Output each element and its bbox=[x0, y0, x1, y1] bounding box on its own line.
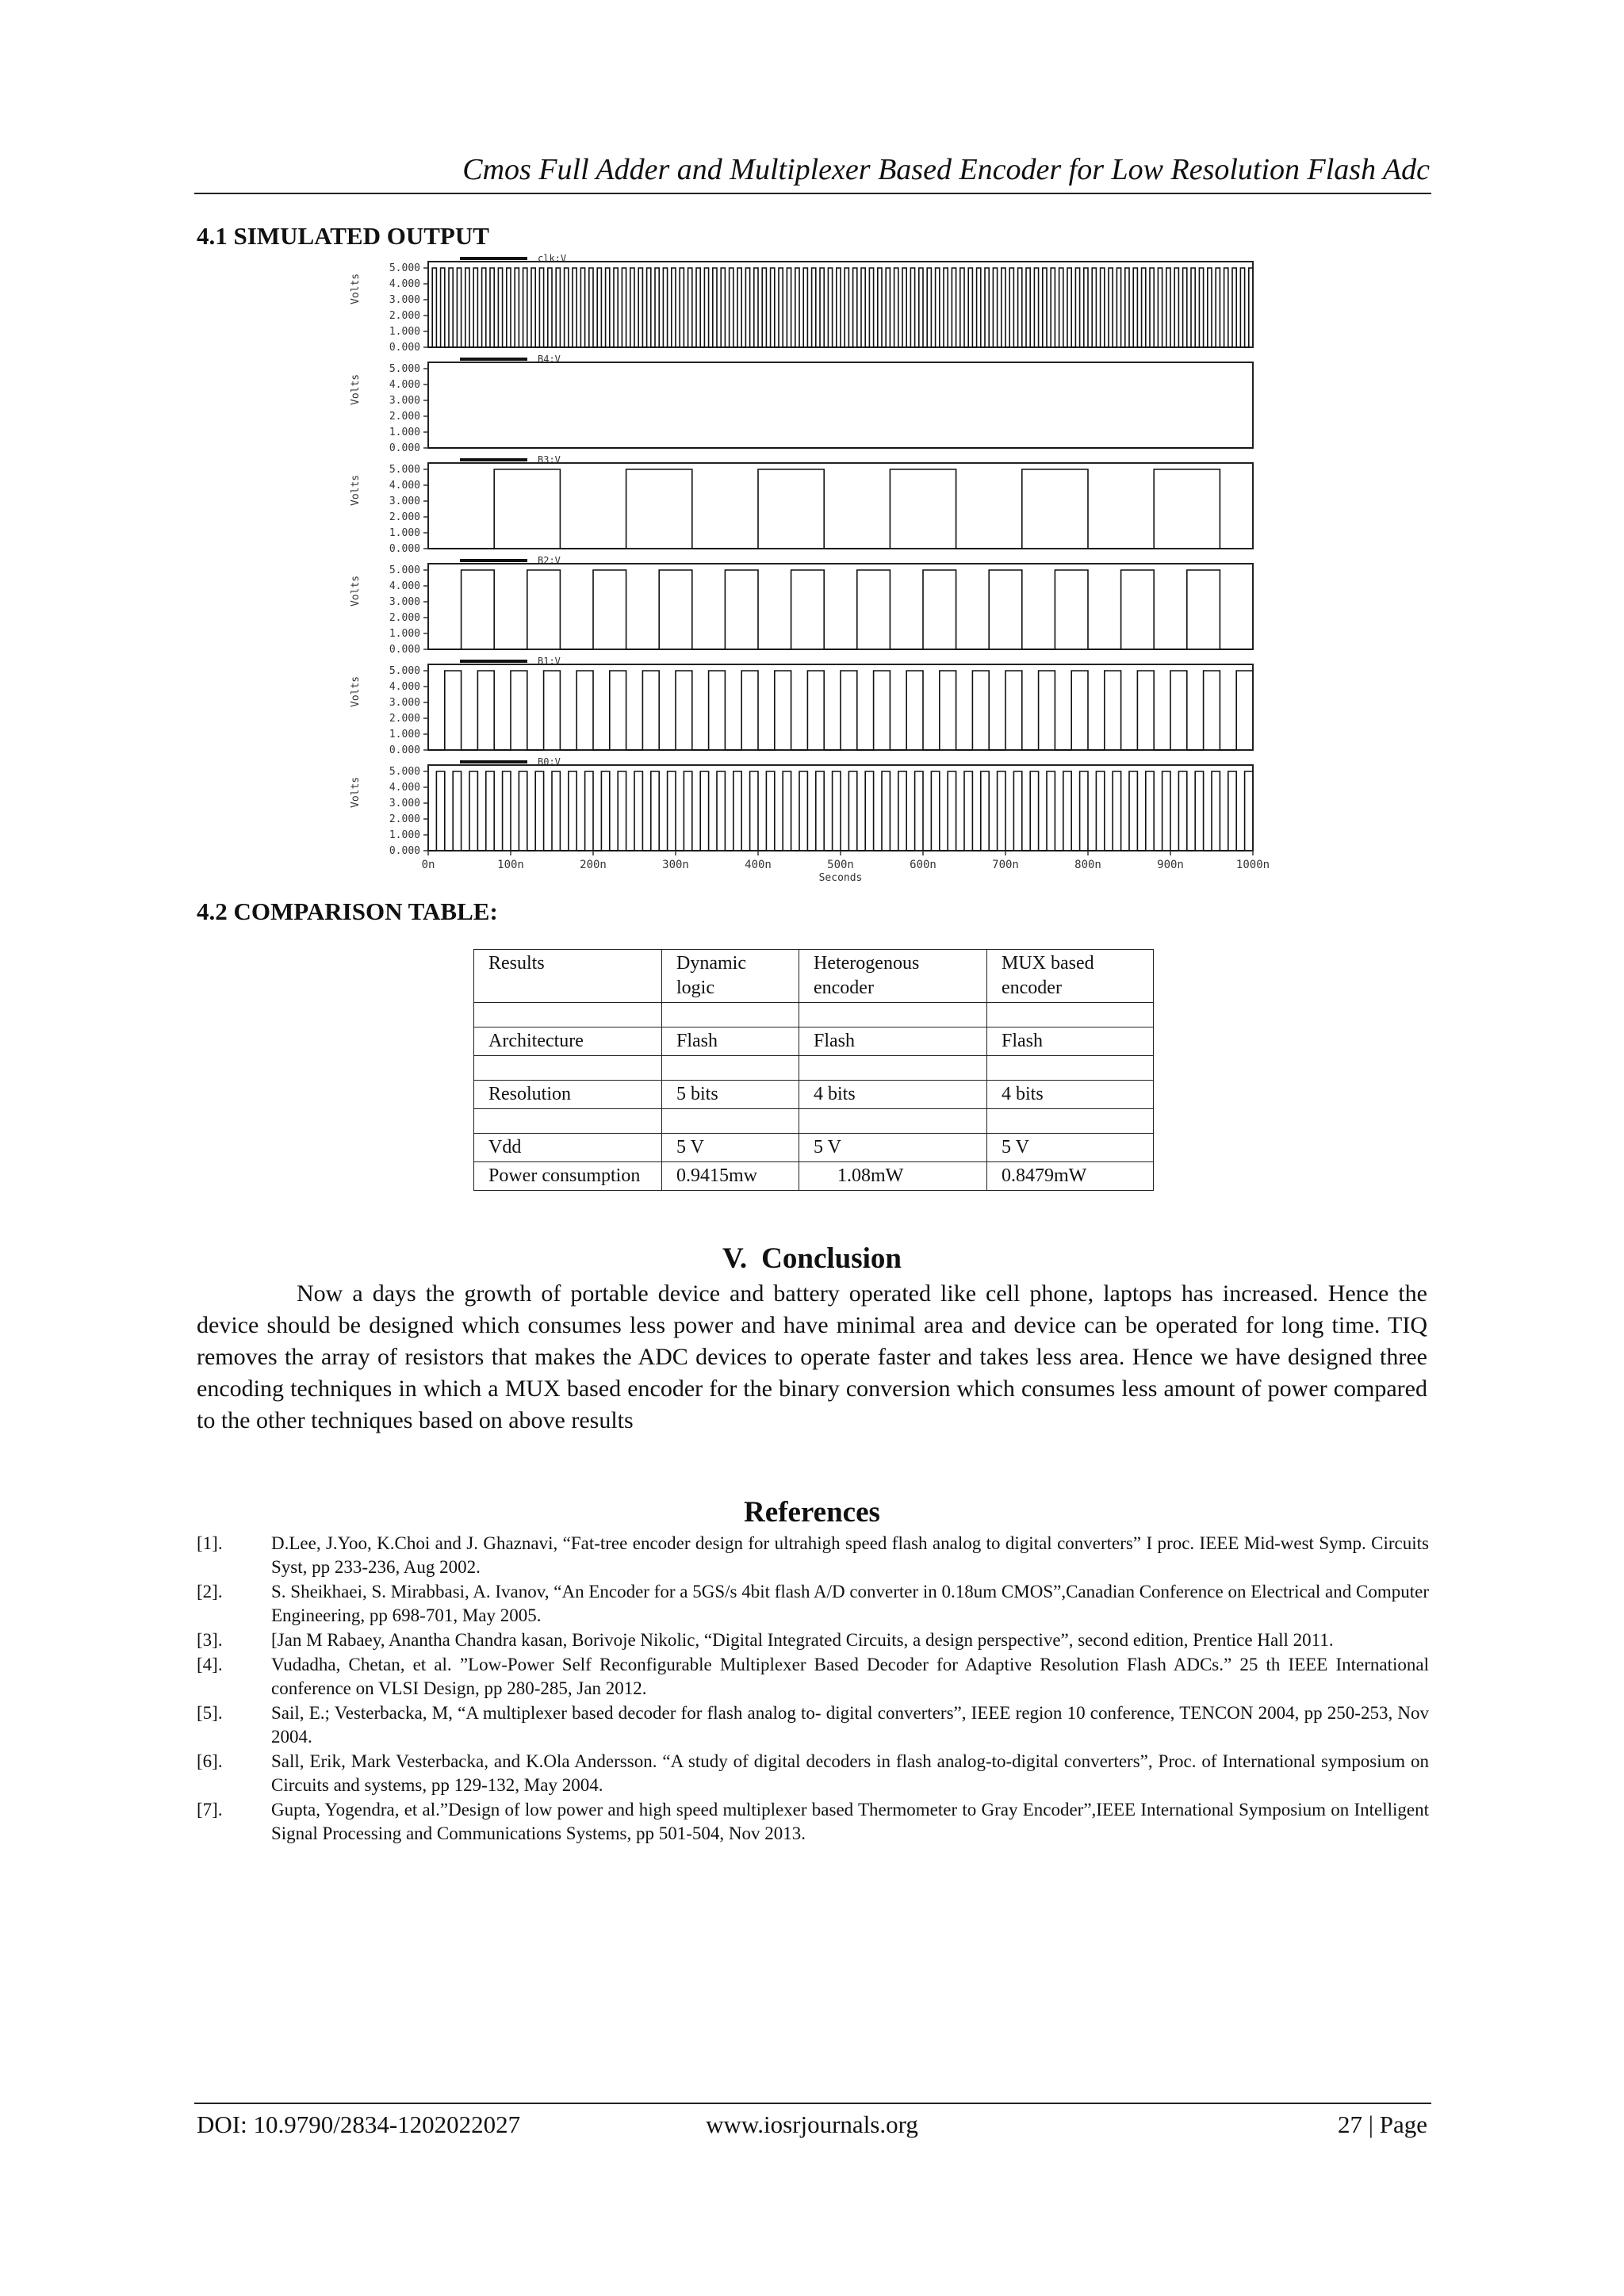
footer-website: www.iosrjournals.org bbox=[706, 2110, 918, 2138]
x-tick-label: 400n bbox=[745, 859, 772, 871]
table-cell: 4 bits bbox=[987, 1081, 1154, 1109]
table-cell: 5 V bbox=[987, 1134, 1154, 1162]
section-heading-comparison-table: 4.2 COMPARISON TABLE: bbox=[197, 897, 498, 925]
table-cell: Vdd bbox=[474, 1134, 662, 1162]
plot-frame bbox=[428, 362, 1253, 448]
y-tick-label: 2.000 bbox=[389, 310, 420, 322]
table-row bbox=[474, 1081, 1154, 1109]
legend-label: B0:V bbox=[538, 756, 561, 767]
y-tick-label: 0.000 bbox=[389, 744, 420, 756]
y-axis-label: Volts bbox=[350, 675, 362, 707]
y-tick-label: 3.000 bbox=[389, 395, 420, 407]
reference-list bbox=[197, 1532, 1429, 1846]
y-tick-label: 5.000 bbox=[389, 363, 420, 375]
table-cell: 4 bits bbox=[799, 1081, 987, 1109]
x-tick-label: 300n bbox=[662, 859, 689, 871]
series-line bbox=[428, 268, 1253, 347]
y-tick-label: 5.000 bbox=[389, 464, 420, 476]
reference-item bbox=[197, 1532, 1429, 1579]
y-tick-label: 3.000 bbox=[389, 496, 420, 507]
series-line bbox=[428, 771, 1253, 851]
y-tick-label: 1.000 bbox=[389, 628, 420, 640]
y-tick-label: 3.000 bbox=[389, 596, 420, 608]
y-tick-label: 4.000 bbox=[389, 379, 420, 391]
footer-rule bbox=[194, 2103, 1431, 2104]
y-tick-label: 2.000 bbox=[389, 612, 420, 624]
table-row bbox=[474, 1134, 1154, 1162]
y-tick-label: 0.000 bbox=[389, 442, 420, 454]
reference-item bbox=[197, 1653, 1429, 1701]
conclusion-paragraph bbox=[197, 1278, 1427, 1437]
legend-label: B2:V bbox=[538, 555, 561, 566]
table-cell: Flash bbox=[799, 1027, 987, 1056]
y-tick-label: 4.000 bbox=[389, 480, 420, 492]
x-tick-label: 100n bbox=[497, 859, 524, 871]
table-spacer-row bbox=[474, 1109, 1154, 1134]
table-cell: Heterogenous encoder bbox=[799, 950, 987, 1003]
x-tick-label: 500n bbox=[827, 859, 854, 871]
table-cell: 0.8479mW bbox=[987, 1162, 1154, 1191]
table-cell: Architecture bbox=[474, 1027, 662, 1056]
reference-text: Gupta, Yogendra, et al.”Design of low power and high speed multiplexer based Thermometer to Gray Encoder”,IEEE International Symposium on Intelligent Signal Processing and Communications Systems, pp 501-504, Nov 2013. bbox=[271, 1800, 1429, 1843]
table-cell: 1.08mW bbox=[799, 1162, 987, 1191]
reference-number: [7]. bbox=[197, 1800, 223, 1820]
plot-frame bbox=[428, 463, 1253, 549]
y-tick-label: 1.000 bbox=[389, 326, 420, 338]
x-tick-label: 1000n bbox=[1235, 859, 1270, 871]
conclusion-number: V. bbox=[722, 1242, 748, 1275]
table-row bbox=[474, 1027, 1154, 1056]
conclusion-text: Now a days the growth of portable device and battery operated like cell phone, laptops has increased. Hence the device should be designed which consumes less power and have minimal area and device can be operated for long time. TIQ removes the array of resistors that makes the ADC devices to operate faster and takes less area. Hence we have designed three encoding techniques in which a MUX based encoder for the binary conversion which consumes less amount of power compared to the other techniques based on above results bbox=[197, 1280, 1427, 1433]
section-heading-simulated-output: 4.1 SIMULATED OUTPUT bbox=[197, 222, 489, 250]
reference-number: [4]. bbox=[197, 1655, 223, 1674]
y-tick-label: 4.000 bbox=[389, 782, 420, 794]
reference-number: [3]. bbox=[197, 1630, 223, 1650]
reference-text: D.Lee, J.Yoo, K.Choi and J. Ghaznavi, “Fat-tree encoder design for ultrahigh speed flash analog to digital converters” I proc. IEEE Mid-west Symp. Circuits Syst, pp 233-236, Aug 2002. bbox=[271, 1533, 1429, 1577]
table-header-row bbox=[474, 950, 1154, 1003]
legend-label: B4:V bbox=[538, 354, 561, 365]
waveform-chart bbox=[333, 252, 1297, 884]
y-tick-label: 5.000 bbox=[389, 665, 420, 677]
y-tick-label: 2.000 bbox=[389, 411, 420, 423]
y-tick-label: 5.000 bbox=[389, 766, 420, 778]
y-tick-label: 3.000 bbox=[389, 697, 420, 709]
y-tick-label: 0.000 bbox=[389, 342, 420, 354]
y-axis-label: Volts bbox=[350, 474, 362, 506]
y-axis-label: Volts bbox=[350, 273, 362, 304]
references-heading: References bbox=[744, 1496, 880, 1529]
conclusion-heading bbox=[0, 1242, 1624, 1276]
plot-frame bbox=[428, 564, 1253, 649]
x-tick-label: 600n bbox=[910, 859, 936, 871]
table-cell: MUX based encoder bbox=[987, 950, 1154, 1003]
reference-item bbox=[197, 1798, 1429, 1846]
y-axis-label: Volts bbox=[350, 776, 362, 808]
y-tick-label: 4.000 bbox=[389, 681, 420, 693]
y-axis-label: Volts bbox=[350, 373, 362, 405]
table-cell: 5 V bbox=[662, 1134, 799, 1162]
table-cell: 5 V bbox=[799, 1134, 987, 1162]
legend-label: B3:V bbox=[538, 454, 561, 465]
table-spacer-row bbox=[474, 1003, 1154, 1027]
legend-label: B1:V bbox=[538, 656, 561, 667]
x-tick-label: 800n bbox=[1074, 859, 1101, 871]
y-tick-label: 3.000 bbox=[389, 294, 420, 306]
y-tick-label: 4.000 bbox=[389, 278, 420, 290]
y-tick-label: 1.000 bbox=[389, 427, 420, 438]
series-line bbox=[428, 671, 1253, 750]
table-cell: Results bbox=[474, 950, 662, 1003]
table-row bbox=[474, 1162, 1154, 1191]
reference-text: Vudadha, Chetan, et al. ”Low-Power Self Reconfigurable Multiplexer Based Decoder for Adaptive Resolution Flash ADCs.” 25 th IEEE International conference on VLSI Design, pp 280-285, Jan 2012. bbox=[271, 1655, 1429, 1698]
table-cell: Flash bbox=[987, 1027, 1154, 1056]
table-cell: 0.9415mw bbox=[662, 1162, 799, 1191]
x-axis-label: Seconds bbox=[818, 872, 863, 884]
reference-text: Sall, Erik, Mark Vesterbacka, and K.Ola Andersson. “A study of digital decoders in flash analog-to-digital converters”, Proc. of International symposium on Circuits and systems, pp 129-132, May 2004. bbox=[271, 1751, 1429, 1795]
reference-number: [6]. bbox=[197, 1751, 223, 1771]
reference-item bbox=[197, 1750, 1429, 1797]
footer-page-number: 27 | Page bbox=[1338, 2110, 1427, 2138]
x-tick-label: 900n bbox=[1157, 859, 1184, 871]
series-line bbox=[428, 570, 1253, 649]
reference-item bbox=[197, 1701, 1429, 1749]
table-cell: Resolution bbox=[474, 1081, 662, 1109]
y-tick-label: 4.000 bbox=[389, 580, 420, 592]
reference-item bbox=[197, 1580, 1429, 1628]
y-tick-label: 1.000 bbox=[389, 729, 420, 740]
reference-number: [2]. bbox=[197, 1582, 223, 1601]
y-tick-label: 0.000 bbox=[389, 644, 420, 656]
table-cell: Flash bbox=[662, 1027, 799, 1056]
table-cell: 5 bits bbox=[662, 1081, 799, 1109]
x-tick-label: 700n bbox=[992, 859, 1019, 871]
comparison-table bbox=[473, 949, 1154, 1191]
y-tick-label: 2.000 bbox=[389, 713, 420, 725]
reference-number: [1]. bbox=[197, 1533, 223, 1553]
y-tick-label: 2.000 bbox=[389, 813, 420, 825]
legend-label: clk:V bbox=[538, 253, 567, 264]
reference-text: Sail, E.; Vesterbacka, M, “A multiplexer based decoder for flash analog to- digital converters”, IEEE region 10 conference, TENCON 2004, pp 250-253, Nov 2004. bbox=[271, 1703, 1429, 1747]
header-rule bbox=[194, 193, 1431, 194]
y-tick-label: 5.000 bbox=[389, 564, 420, 576]
reference-text: S. Sheikhaei, S. Mirabbasi, A. Ivanov, “An Encoder for a 5GS/s 4bit flash A/D converter in 0.18um CMOS”,Canadian Conference on Electrical and Computer Engineering, pp 698-701, May 2005. bbox=[271, 1582, 1429, 1625]
footer-doi: DOI: 10.9790/2834-1202022027 bbox=[197, 2110, 521, 2138]
y-tick-label: 3.000 bbox=[389, 798, 420, 809]
running-header: Cmos Full Adder and Multiplexer Based Encoder for Low Resolution Flash Adc bbox=[462, 153, 1430, 186]
y-axis-label: Volts bbox=[350, 575, 362, 607]
y-tick-label: 5.000 bbox=[389, 262, 420, 274]
table-cell: Power consumption bbox=[474, 1162, 662, 1191]
y-tick-label: 2.000 bbox=[389, 511, 420, 523]
x-tick-label: 200n bbox=[580, 859, 607, 871]
y-tick-label: 0.000 bbox=[389, 845, 420, 857]
reference-number: [5]. bbox=[197, 1703, 223, 1723]
conclusion-title: Conclusion bbox=[761, 1242, 902, 1275]
reference-item bbox=[197, 1628, 1429, 1652]
y-tick-label: 0.000 bbox=[389, 543, 420, 555]
table-cell: Dynamic logic bbox=[662, 950, 799, 1003]
x-tick-label: 0n bbox=[421, 859, 435, 871]
y-tick-label: 1.000 bbox=[389, 829, 420, 841]
series-line bbox=[428, 469, 1220, 549]
reference-text: [Jan M Rabaey, Anantha Chandra kasan, Borivoje Nikolic, “Digital Integrated Circuits, a design perspective”, second edition, Prentice Hall 2011. bbox=[271, 1630, 1334, 1650]
table-spacer-row bbox=[474, 1056, 1154, 1081]
y-tick-label: 1.000 bbox=[389, 527, 420, 539]
